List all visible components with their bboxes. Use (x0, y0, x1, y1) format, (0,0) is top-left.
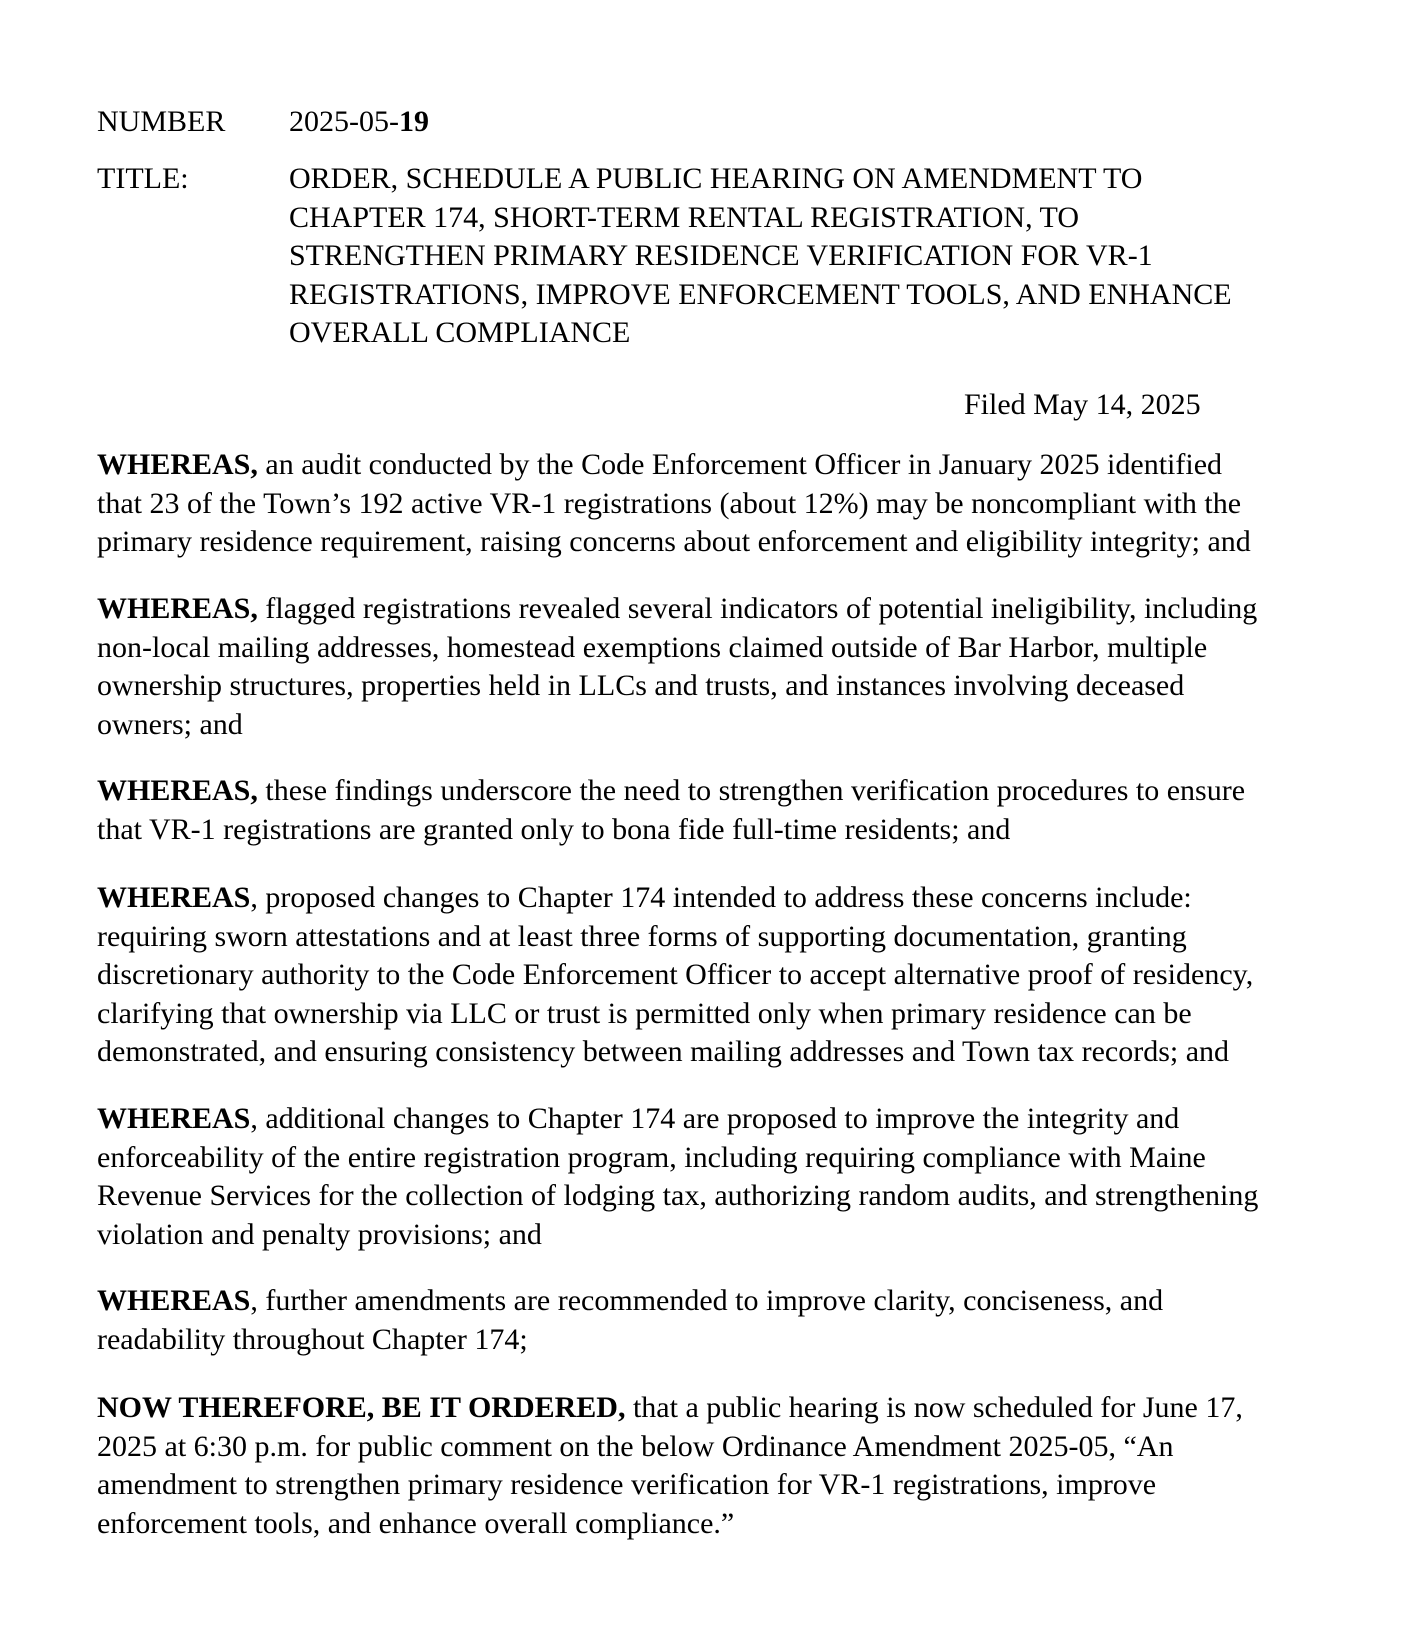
whereas-paragraph: WHEREAS, further amendments are recommended to improve clarity, conciseness, and readability throughout Chapter 174; (97, 1284, 1164, 1356)
paragraph-lead: WHEREAS (97, 1284, 251, 1317)
document-title (289, 160, 1389, 353)
whereas-paragraph: WHEREAS, an audit conducted by the Code Enforcement Officer in January 2025 identified that 23 of the Town’s 192 active VR-1 registrations (about 12%) may be noncompliant with the primary residence requirement, raising concerns about enforcement and eligibility integrity; and (97, 448, 1251, 558)
paragraph-lead: WHEREAS (97, 881, 251, 914)
paragraph-lead: WHEREAS, (97, 448, 258, 481)
title-label: TITLE: (97, 162, 189, 195)
filed-date: Filed May 14, 2025 (964, 388, 1201, 421)
document-number (289, 103, 429, 142)
title-line: STRENGTHEN PRIMARY RESIDENCE VERIFICATION FOR VR-1 (289, 239, 1153, 272)
number-label: NUMBER (97, 105, 226, 138)
whereas-paragraph: WHEREAS, flagged registrations revealed several indicators of potential ineligibility, including non-local mailing addresses, homestead exemptions claimed outside of Bar Harbor, multiple ownership structures, properties held in LLCs and trusts, and instances involving deceased owners; and (97, 592, 1258, 741)
title-line: CHAPTER 174, SHORT-TERM RENTAL REGISTRATION, TO (289, 200, 1080, 234)
order-paragraph: NOW THEREFORE, BE IT ORDERED, that a public hearing is now scheduled for June 17, 2025 at 6:30 p.m. for public comment on the below Ordinance Amendment 2025-05, “An amendment to strengthen primary residence verification for VR-1 registrations, improve enforcement tools, and enhance overall compliance.” (97, 1391, 1243, 1540)
title-line: OVERALL COMPLIANCE (289, 316, 631, 349)
paragraph-lead: WHEREAS (97, 1102, 251, 1135)
whereas-paragraph: WHEREAS, additional changes to Chapter 174 are proposed to improve the integrity and enforceability of the entire registration program, including requiring compliance with Maine Revenue Services for the collection of lodging tax, authorizing random audits, and strengthening violation and penalty provisions; and (97, 1102, 1259, 1251)
title-line: REGISTRATIONS, IMPROVE ENFORCEMENT TOOLS, AND ENHANCE (289, 277, 1232, 311)
number-suffix: 19 (398, 105, 429, 138)
whereas-paragraph: WHEREAS, proposed changes to Chapter 174 intended to address these concerns include: requiring sworn attestations and at least three forms of supporting documentation, granting discretionary authority to the Code Enforcement Officer to accept alternative proof of residency, clarifying that ownership via LLC or trust is permitted only when primary residence can be demonstrated, and ensuring consistency between mailing addresses and Town tax records; and (97, 881, 1254, 1068)
number-prefix: 2025-05- (289, 105, 399, 138)
title-line: ORDER, SCHEDULE A PUBLIC HEARING ON AMENDMENT TO (289, 162, 1143, 195)
whereas-paragraph: WHEREAS, these findings underscore the need to strengthen verification procedures to ensure that VR-1 registrations are granted only to bona fide full-time residents; and (97, 774, 1246, 846)
paragraph-lead: NOW THEREFORE, BE IT ORDERED, (97, 1391, 626, 1424)
paragraph-lead: WHEREAS, (97, 592, 258, 625)
paragraph-lead: WHEREAS, (97, 774, 258, 807)
